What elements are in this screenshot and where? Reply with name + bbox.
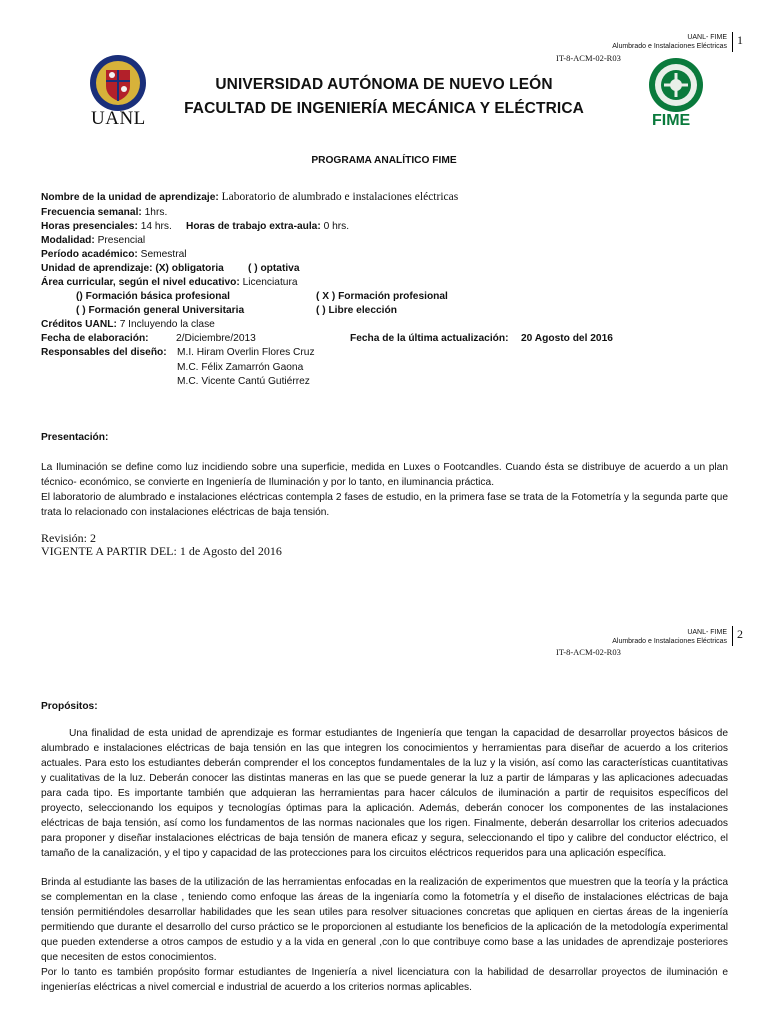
revision: Revisión: 2 — [41, 531, 97, 545]
freq-label: Frecuencia semanal: — [41, 207, 142, 218]
header-divider — [732, 32, 733, 52]
period-label: Período académico: — [41, 249, 138, 260]
purposes-p3: Por lo tanto es también propósito formar estudiantes de Ingeniería a nivel licenciatura con la habilidad de desarrollar proyectos de iluminación e ingenierías eléctricas a nivel comercial e industrial de acuerdo a los criterios normas aplicables. — [41, 967, 728, 993]
unit-type-optional: ( ) optativa — [248, 263, 300, 274]
period-value: Semestral — [140, 249, 187, 260]
resp-3: M.C. Vicente Cantú Gutiérrez — [177, 376, 310, 387]
fime-caption: FIME — [652, 112, 691, 129]
header-line2: Alumbrado e Instalaciones Eléctricas — [612, 43, 727, 50]
hours-row — [41, 220, 172, 234]
area-row — [41, 276, 298, 290]
unit-name-row — [41, 190, 458, 205]
page-number: 1 — [737, 33, 743, 47]
purposes-body — [41, 726, 728, 995]
credits-row — [41, 318, 215, 332]
presentation-title: Presentación: — [41, 432, 109, 443]
hours-value: 14 hrs. — [140, 221, 172, 232]
freq-value: 1hrs. — [144, 207, 168, 218]
update-value: 20 Agosto del 2016 — [521, 333, 613, 344]
page2-running-header — [560, 628, 727, 646]
resp-2: M.C. Félix Zamarrón Gaona — [177, 362, 304, 373]
option-professional: ( X ) Formación profesional — [316, 291, 448, 302]
university-title: UNIVERSIDAD AUTÓNOMA DE NUEVO LEÓN — [215, 76, 553, 93]
hours-label: Horas presenciales: — [41, 221, 138, 232]
presentation-p2: El laboratorio de alumbrado e instalaciones eléctricas contempla 2 fases de estudio, en la primera fase se trata de la Fotometría y la segunda parte que trata lo relacionado con instalaciones eléctricas de baja tensión. — [41, 492, 728, 518]
elab-label: Fecha de elaboración: — [41, 333, 149, 344]
unit-type-label: Unidad de aprendizaje: — [41, 263, 153, 274]
extra-value: 0 hrs. — [323, 221, 350, 232]
doc-code: IT-8-ACM-02-R03 — [556, 647, 621, 657]
option-basic: () Formación básica profesional — [76, 291, 230, 302]
resp-1: M.I. Hiram Overlin Flores Cruz — [177, 347, 315, 358]
extra-label: Horas de trabajo extra-aula: — [186, 221, 321, 232]
header-line1: UANL- FIME — [687, 629, 727, 636]
header-line1: UANL- FIME — [687, 34, 727, 41]
unit-name-value: Laboratorio de alumbrado e instalaciones eléctricas — [221, 191, 459, 203]
program-title: PROGRAMA ANALÍTICO FIME — [311, 155, 457, 166]
valid-from: VIGENTE A PARTIR DEL: 1 de Agosto del 2016 — [41, 544, 282, 558]
doc-code: IT-8-ACM-02-R03 — [556, 53, 621, 63]
unit-name-label: Nombre de la unidad de aprendizaje: — [41, 192, 219, 203]
page-number: 2 — [737, 627, 743, 641]
uanl-caption: UANL — [91, 108, 146, 129]
elab-value: 2/Diciembre/2013 — [176, 333, 256, 344]
mode-label: Modalidad: — [41, 235, 95, 246]
credits-label: Créditos UANL: — [41, 319, 117, 330]
update-label: Fecha de la última actualización: — [350, 333, 509, 344]
option-general: ( ) Formación general Universitaria — [76, 305, 245, 316]
header-divider — [732, 626, 733, 646]
option-free: ( ) Libre elección — [316, 305, 397, 316]
header-line2: Alumbrado e Instalaciones Eléctricas — [612, 638, 727, 645]
purposes-title: Propósitos: — [41, 701, 98, 712]
area-value: Licenciatura — [242, 277, 298, 288]
extra-row — [186, 220, 349, 234]
presentation-p1: La Iluminación se define como luz incidiendo sobre una superficie, medida en Luxes o Footcandles. Cuando ésta se distribuye de acuerdo a un plan técnico- económico, se convierte en Ingeniería de Iluminación y por lo tanto, en iluminancia práctica. — [41, 462, 728, 488]
unit-type-value: (X) obligatoria — [155, 263, 224, 274]
unit-type-row — [41, 262, 224, 276]
purposes-p1: Una finalidad de esta unidad de aprendizaje es formar estudiantes de Ingeniería que tengan la capacidad de desarrollar proyectos básicos de alumbrado e instalaciones eléctricas de baja tensión en las que integren los conocimientos y herramientas para diseñar de acuerdo a los criterios actuales. Para esto los estudiantes deberán comprender el los conceptos fundamentales de la luz y la visión, así como las características cuantitativas y cualitativas de la luz. Deberán conocer las distintas maneras en las que se puede generar la luz a partir de lámparas y las aplicaciones adecuadas para cada tipo. Es importante también que adquieran las herramientas para hacer cálculos de iluminación a partir de requisitos específicos del proyecto, seleccionando los equipos y tecnologías óptimas para la aplicación. Además, deberán conocer los componentes de las instalaciones eléctricas de baja tensión, así como los fundamentos de las normas nacionales que los rigen. Finalmente, deberán desarrollar los criterios adecuados para proponer y diseñar instalaciones eléctricas de baja tensión de manera eficaz y segura, seleccionando el tipo y calibre del conductor eléctrico, el tamaño de la canalización, y el tipo y capacidad de las protecciones para los circuitos eléctricos requeridos para una aplicación específica. — [41, 728, 728, 859]
period-row — [41, 248, 187, 262]
presentation-body — [41, 460, 728, 520]
freq-row — [41, 206, 167, 220]
area-label: Área curricular, según el nivel educativo: — [41, 277, 240, 288]
resp-label: Responsables del diseño: — [41, 347, 167, 358]
purposes-p2: Brinda al estudiante las bases de la utilización de las herramientas enfocadas en la realización de experimentos que muestren que la teoría y la práctica se complementan en la clase , teniendo como enfoque las áreas de la ingeniaría como la fotometría y el diseño de instalaciones eléctricas de baja tensión permitiéndoles desarrollar habilidades que les sean utiles para resolver situaciones concretas que apliquen en ciertas áreas de la ingeniería permitiendo que durante el desarrollo del curso práctico se le proporcionen al estudiante los beneficios de la aplicación de la metodología experimental que pueden extenderse a otros campos de estudio y a la vida en general ,con lo que contribuye como base a las unidades de aprendizaje posteriores que necesiten de estos conocimientos. — [41, 877, 728, 963]
faculty-title: FACULTAD DE INGENIERÍA MECÁNICA Y ELÉCTRICA — [184, 100, 584, 117]
credits-value: 7 Incluyendo la clase — [119, 319, 215, 330]
mode-row — [41, 234, 145, 248]
mode-value: Presencial — [97, 235, 146, 246]
page1-running-header — [560, 33, 727, 51]
